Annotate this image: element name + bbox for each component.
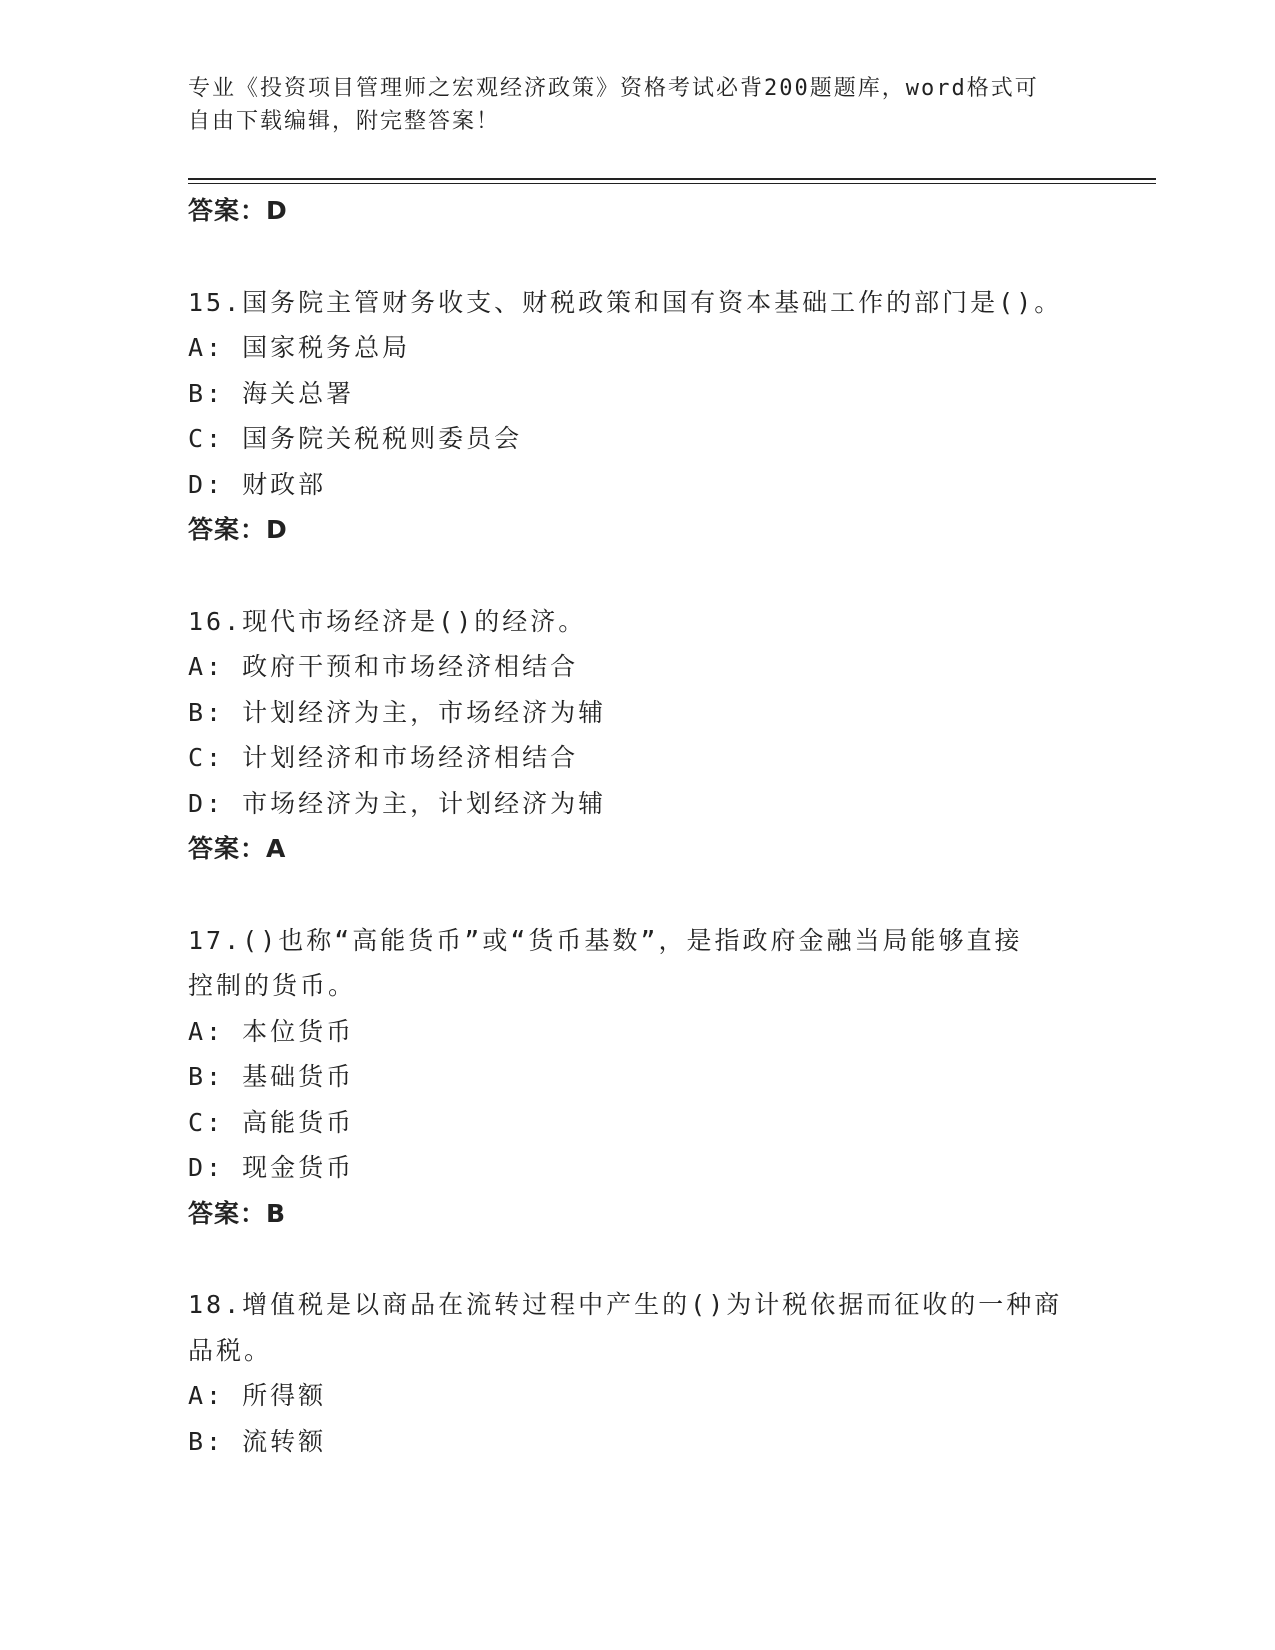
question-stem-line-1: 17.()也称“高能货币”或“货币基数”，是指政府金融当局能够直接 xyxy=(188,925,1023,955)
answer-line: 答案：B xyxy=(188,1198,287,1228)
option-b: B: 流转额 xyxy=(188,1426,327,1456)
option-a: A: 本位货币 xyxy=(188,1016,355,1046)
spacer xyxy=(188,553,1088,599)
option-a: A: 所得额 xyxy=(188,1381,327,1410)
option-a: A: 政府干预和市场经济相结合 xyxy=(188,652,579,681)
option-c: C: 国务院关税税则委员会 xyxy=(188,424,523,453)
spacer xyxy=(188,872,1088,918)
option-b: B: 海关总署 xyxy=(188,378,355,408)
option-a: A: 国家税务总局 xyxy=(188,333,411,362)
option-c: C: 计划经济和市场经济相结合 xyxy=(188,743,579,772)
option-b: B: 计划经济为主，市场经济为辅 xyxy=(188,697,607,727)
question-block xyxy=(188,599,1088,872)
option-d: D: 市场经济为主，计划经济为辅 xyxy=(188,788,607,818)
questions-content xyxy=(188,188,1088,1464)
option-b: B: 基础货币 xyxy=(188,1062,355,1091)
question-block xyxy=(188,1282,1088,1464)
question-stem: 16.现代市场经济是()的经济。 xyxy=(188,606,587,636)
header-line-2: 自由下载编辑，附完整答案！ xyxy=(188,109,501,134)
option-c: C: 高能货币 xyxy=(188,1107,355,1137)
answer-line: 答案：D xyxy=(188,515,288,544)
spacer xyxy=(188,1236,1088,1282)
option-d: D: 现金货币 xyxy=(188,1153,355,1182)
question-stem-line-1: 18.增值税是以商品在流转过程中产生的()为计税依据而征收的一种商 xyxy=(188,1290,1063,1319)
header-rule-thin xyxy=(188,183,1156,184)
document-header xyxy=(188,72,1068,138)
option-d: D: 财政部 xyxy=(188,469,327,499)
question-block xyxy=(188,280,1088,553)
spacer xyxy=(188,234,1088,280)
question-stem-line-2: 控制的货币。 xyxy=(188,971,357,1000)
question-stem-line-2: 品税。 xyxy=(188,1335,273,1365)
header-rule-thick xyxy=(188,178,1156,180)
answer-line: 答案：A xyxy=(188,834,287,863)
answer-line: 答案：D xyxy=(188,196,288,225)
question-stem: 15.国务院主管财务收支、财税政策和国有资本基础工作的部门是()。 xyxy=(188,287,1063,317)
header-line-1: 专业《投资项目管理师之宏观经济政策》资格考试必背200题题库，word格式可 xyxy=(188,76,1039,101)
question-block xyxy=(188,918,1088,1237)
